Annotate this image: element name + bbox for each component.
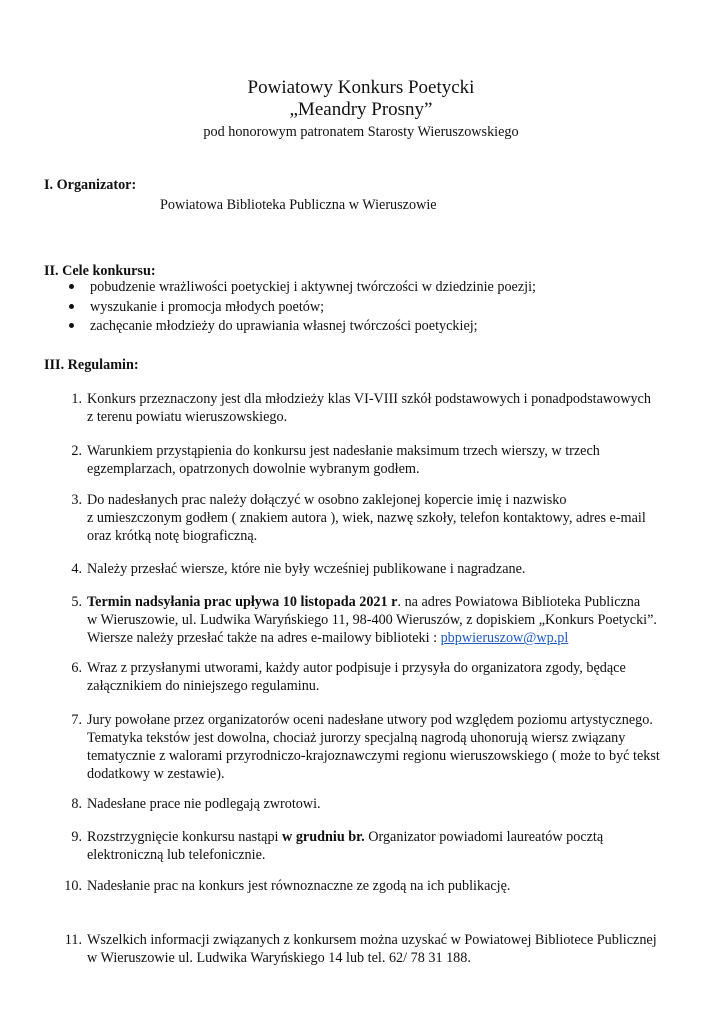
rule-number: 7. xyxy=(71,712,82,728)
bullet-icon xyxy=(69,323,74,328)
rule-number: 6. xyxy=(71,660,82,676)
rule-number: 1. xyxy=(71,391,82,407)
bullet-icon xyxy=(69,284,74,289)
section-heading-goals: II. Cele konkursu: xyxy=(44,263,156,279)
rule-item-8: 8. Nadesłane prace nie podlegają zwrotowi. xyxy=(62,795,682,813)
list-item: pobudzenie wrażliwości poetyckiej i aktywnej twórczości w dziedzinie poezji; xyxy=(66,278,536,298)
rule-item-5: 5. Termin nadsyłania prac upływa 10 listopada 2021 r. na adres Powiatowa Biblioteka Publiczna w Wieruszowie, ul. Ludwika Waryńskiego 11, 98-400 Wieruszów, z dopiskiem „Konkurs Poetycki”. Wiersze należy przesłać także na adres e-mailowy biblioteki : pbpwieruszow@wp.pl xyxy=(62,593,682,647)
deadline-text: Termin nadsyłania prac upływa 10 listopada 2021 r xyxy=(87,594,398,610)
rule-number: 5. xyxy=(71,594,82,610)
document-title: Powiatowy Konkurs Poetycki xyxy=(247,77,475,98)
section-heading-rules: III. Regulamin: xyxy=(44,357,139,373)
rule-number: 8. xyxy=(71,796,82,812)
organizer-name: Powiatowa Biblioteka Publiczna w Wieruszowie xyxy=(160,197,437,213)
rule-item-1: 1. Konkurs przeznaczony jest dla młodzieży klas VI-VIII szkół podstawowych i ponadpodstawowych z terenu powiatu wieruszowskiego. xyxy=(62,390,682,426)
rule-number: 9. xyxy=(71,829,82,845)
rule-number: 11. xyxy=(64,932,82,948)
rule-item-11: 11. Wszelkich informacji związanych z konkursem można uzyskać w Powiatowej Bibliotece Publicznej w Wieruszowie ul. Ludwika Waryńskiego 14 lub tel. 62/ 78 31 188. xyxy=(62,931,682,967)
rule-number: 3. xyxy=(71,492,82,508)
rule-item-6: 6. Wraz z przysłanymi utworami, każdy autor podpisuje i przysyła do organizatora zgody, będące załącznikiem do niniejszego regulaminu. xyxy=(62,659,682,695)
rule-number: 10. xyxy=(64,878,82,894)
section-heading-organizer: I. Organizator: xyxy=(44,177,137,193)
rule-item-7: 7. Jury powołane przez organizatorów oceni nadesłane utwory pod względem poziomu artystycznego. Tematyka tekstów jest dowolna, chociaż jurorzy specjalną nagrodą uhonorują wiersz związany tematycznie z walorami przyrodniczo-krajoznawczymi regionu wieruszowskiego ( może to być tekst dodatkowy w zestawie). xyxy=(62,711,682,783)
patronage-line: pod honorowym patronatem Starosty Wieruszowskiego xyxy=(203,124,519,140)
list-item: wyszukanie i promocja młodych poetów; xyxy=(66,298,536,318)
email-link[interactable]: pbpwieruszow@wp.pl xyxy=(440,630,569,646)
rule-number: 2. xyxy=(71,443,82,459)
decision-date: w grudniu br. xyxy=(282,829,365,845)
goals-list xyxy=(66,278,536,337)
bullet-icon xyxy=(69,304,74,309)
list-item: zachęcanie młodzieży do uprawiania własnej twórczości poetyckiej; xyxy=(66,317,536,337)
rule-item-10: 10. Nadesłanie prac na konkurs jest równoznaczne ze zgodą na ich publikację. xyxy=(62,877,682,895)
rule-item-4: 4. Należy przesłać wiersze, które nie były wcześniej publikowane i nagradzane. xyxy=(62,560,682,578)
rule-item-3: 3. Do nadesłanych prac należy dołączyć w osobno zaklejonej kopercie imię i nazwisko z umieszczonym godłem ( znakiem autora ), wiek, nazwę szkoły, telefon kontaktowy, adres e-mail oraz krótką notę biograficzną. xyxy=(62,491,682,545)
document-subtitle: „Meandry Prosny” xyxy=(289,99,433,120)
rule-item-2: 2. Warunkiem przystąpienia do konkursu jest nadesłanie maksimum trzech wierszy, w trzech egzemplarzach, opatrzonych dowolnie wybranym godłem. xyxy=(62,442,682,478)
rule-item-9: 9. Rozstrzygnięcie konkursu nastąpi w grudniu br. Organizator powiadomi laureatów pocztą elektroniczną lub telefonicznie. xyxy=(62,828,682,864)
rule-number: 4. xyxy=(71,561,82,577)
